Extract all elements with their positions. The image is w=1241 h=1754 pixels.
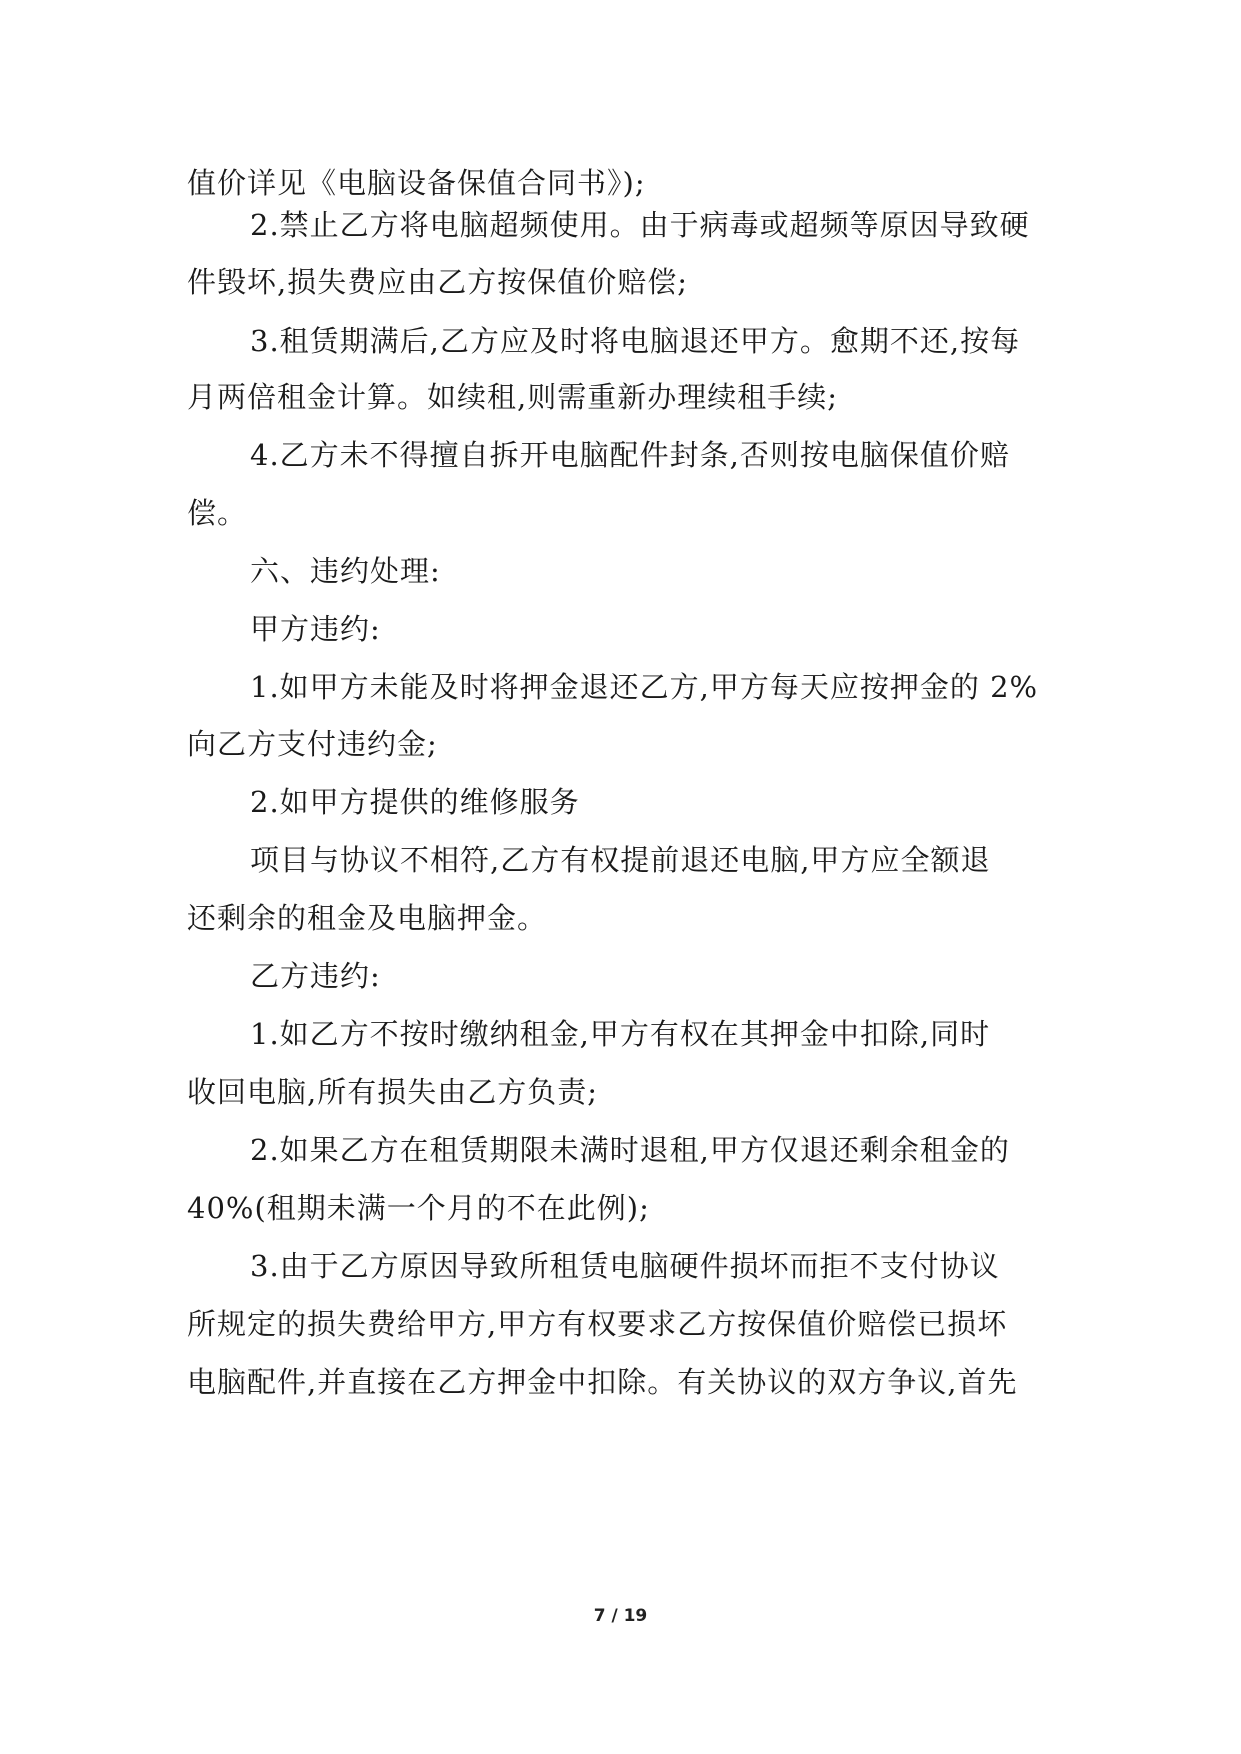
text-line: 偿。	[187, 496, 248, 530]
section-heading: 六、违约处理:	[250, 554, 441, 588]
subsection-heading: 甲方违约:	[250, 612, 381, 646]
text-line: 2.如果乙方在租赁期限未满时退租,甲方仅退还剩余租金的	[250, 1133, 1010, 1167]
subsection-heading: 乙方违约:	[250, 959, 381, 993]
text-line: 项目与协议不相符,乙方有权提前退还电脑,甲方应全额退	[250, 843, 991, 877]
text-line: 月两倍租金计算。如续租,则需重新办理续租手续;	[187, 380, 838, 414]
text-line: 还剩余的租金及电脑押金。	[187, 901, 548, 935]
page-number: 7 / 19	[593, 1606, 648, 1626]
text-line: 4.乙方未不得擅自拆开电脑配件封条,否则按电脑保值价赔	[250, 438, 1010, 472]
text-line: 向乙方支付违约金;	[187, 727, 438, 761]
text-line: 3.租赁期满后,乙方应及时将电脑退还甲方。愈期不还,按每	[250, 324, 1021, 358]
text-line: 值价详见《电脑设备保值合同书》);	[187, 166, 646, 200]
text-line: 电脑配件,并直接在乙方押金中扣除。有关协议的双方争议,首先	[187, 1365, 1018, 1399]
text-line: 40%(租期未满一个月的不在此例);	[187, 1191, 650, 1225]
text-line: 2.禁止乙方将电脑超频使用。由于病毒或超频等原因导致硬	[250, 208, 1030, 242]
text-line: 3.由于乙方原因导致所租赁电脑硬件损坏而拒不支付协议	[250, 1249, 1000, 1283]
text-line: 收回电脑,所有损失由乙方负责;	[187, 1075, 598, 1109]
text-line: 件毁坏,损失费应由乙方按保值价赔偿;	[187, 265, 688, 299]
text-line: 1.如甲方未能及时将押金退还乙方,甲方每天应按押金的 2%	[250, 670, 1039, 704]
text-line: 2.如甲方提供的维修服务	[250, 785, 580, 819]
text-line: 1.如乙方不按时缴纳租金,甲方有权在其押金中扣除,同时	[250, 1017, 991, 1051]
text-line: 所规定的损失费给甲方,甲方有权要求乙方按保值价赔偿已损坏	[187, 1307, 1008, 1341]
